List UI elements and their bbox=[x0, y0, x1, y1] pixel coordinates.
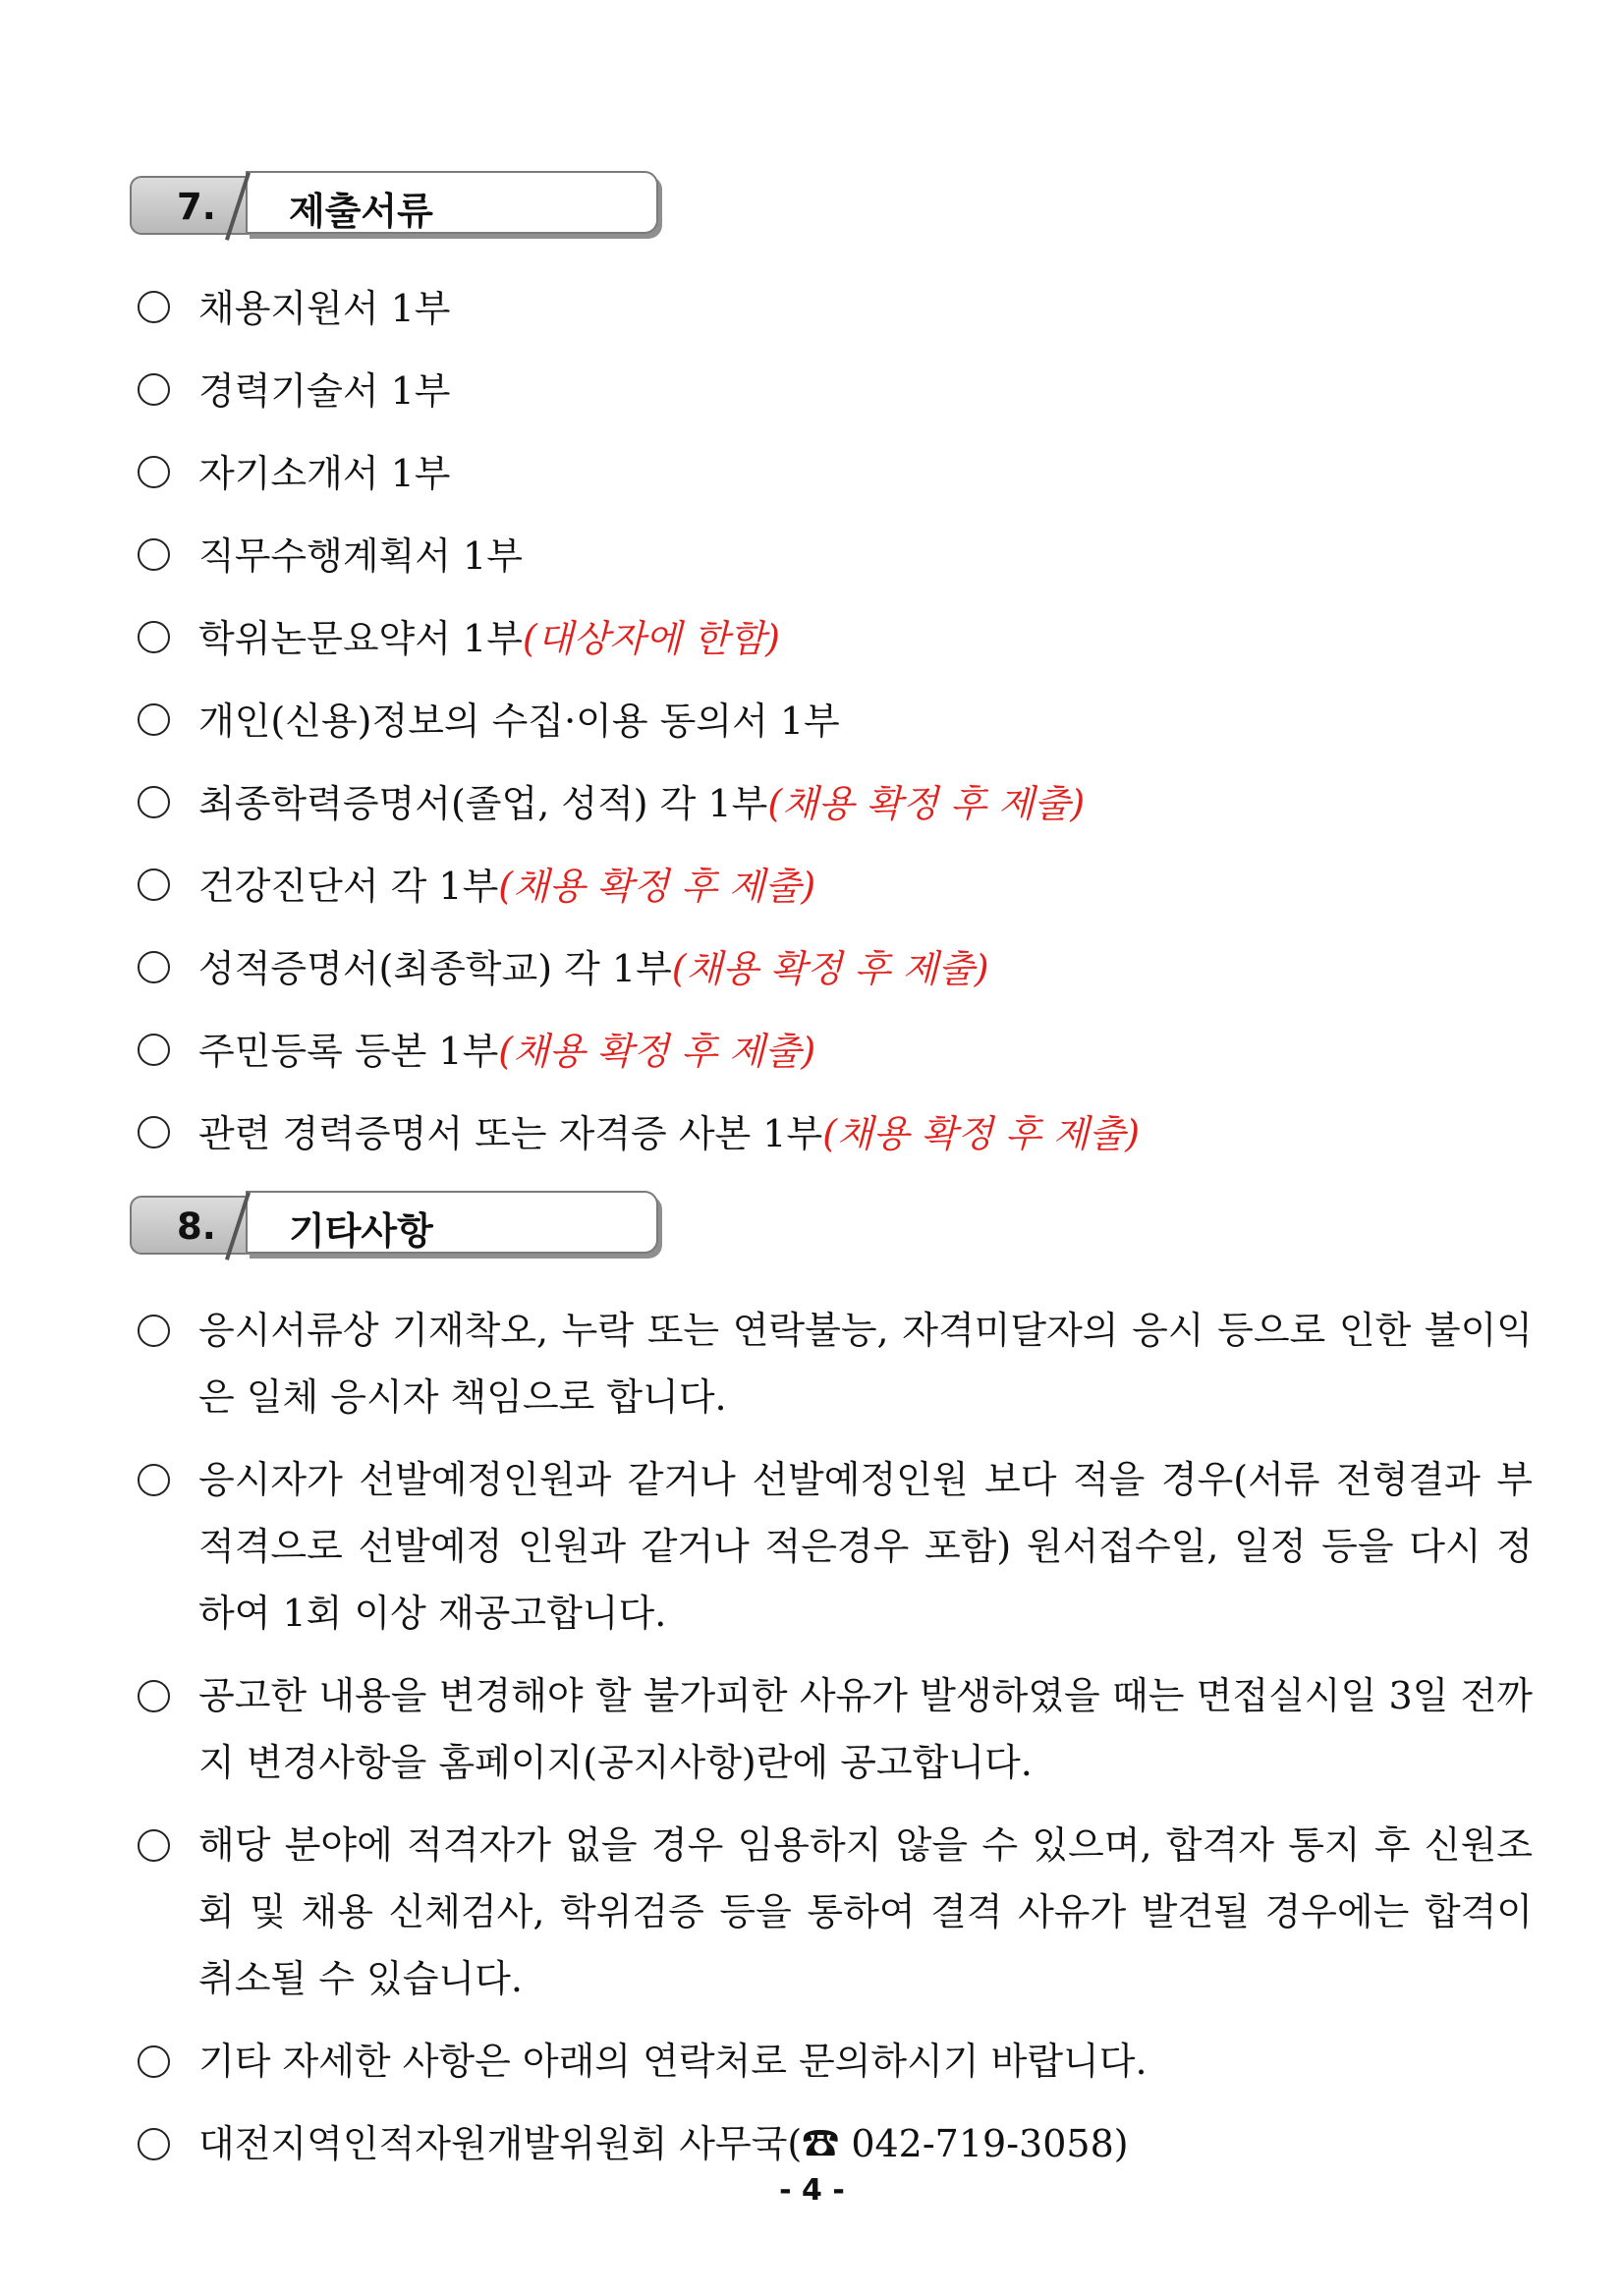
list-item: 성적증명서(최종학교) 각 1부(채용 확정 후 제출) bbox=[138, 949, 1533, 988]
section-7-header bbox=[130, 171, 660, 240]
circle-bullet-icon bbox=[138, 1829, 170, 1862]
list-item: 건강진단서 각 1부(채용 확정 후 제출) bbox=[138, 867, 1533, 906]
list-item: 경력기술서 1부 bbox=[138, 371, 1533, 411]
circle-bullet-icon bbox=[138, 951, 170, 983]
circle-bullet-icon bbox=[138, 373, 170, 406]
list-item: 해당 분야에 적격자가 없을 경우 임용하지 않을 수 있으며, 합격자 통지 후 신원조회 및 채용 신체검사, 학위검증 등을 통하여 결격 사유가 발견될 경우에는 합격이 취소될 수 있습니다. bbox=[138, 1812, 1533, 2012]
circle-bullet-icon bbox=[138, 1680, 170, 1712]
section-number: 8. bbox=[177, 1205, 216, 1248]
circle-bullet-icon bbox=[138, 2128, 170, 2160]
note-text: (채용 확정 후 제출) bbox=[671, 947, 989, 990]
section-title-box bbox=[246, 171, 658, 234]
circle-bullet-icon bbox=[138, 786, 170, 818]
list-item: 자기소개서 1부 bbox=[138, 454, 1533, 493]
list-item: 개인(신용)정보의 수집·이용 동의서 1부 bbox=[138, 701, 1533, 741]
note-text: (채용 확정 후 제출) bbox=[498, 1030, 816, 1073]
list-item: 공고한 내용을 변경해야 할 불가피한 사유가 발생하였을 때는 면접실시일 3일 전까지 변경사항을 홈페이지(공지사항)란에 공고합니다. bbox=[138, 1662, 1533, 1796]
circle-bullet-icon bbox=[138, 868, 170, 901]
list-item: 직무수행계획서 1부 bbox=[138, 536, 1533, 576]
list-item: 학위논문요약서 1부(대상자에 한함) bbox=[138, 619, 1533, 658]
circle-bullet-icon bbox=[138, 1116, 170, 1148]
section-title: 기타사항 bbox=[289, 1209, 433, 1253]
list-item: 대전지역인적자원개발위원회 사무국(☎ 042-719-3058) bbox=[138, 2110, 1533, 2177]
circle-bullet-icon bbox=[138, 291, 170, 323]
list-item: 관련 경력증명서 또는 자격증 사본 1부(채용 확정 후 제출) bbox=[138, 1114, 1533, 1153]
note-text: (대상자에 한함) bbox=[522, 617, 780, 660]
section-8-header bbox=[130, 1191, 660, 1260]
list-item: 응시서류상 기재착오, 누락 또는 연락불능, 자격미달자의 응시 등으로 인한 불이익은 일체 응시자 책임으로 합니다. bbox=[138, 1297, 1533, 1430]
list-item: 응시자가 선발예정인원과 같거나 선발예정인원 보다 적을 경우(서류 전형결과 부적격으로 선발예정 인원과 같거나 적은경우 포함) 원서접수일, 일정 등을 다시 정하여 1회 이상 재공고합니다. bbox=[138, 1446, 1533, 1647]
list-item: 주민등록 등본 1부(채용 확정 후 제출) bbox=[138, 1032, 1533, 1071]
section-number: 7. bbox=[177, 186, 216, 228]
circle-bullet-icon bbox=[138, 703, 170, 736]
list-item: 기타 자세한 사항은 아래의 연락처로 문의하시기 바랍니다. bbox=[138, 2028, 1533, 2095]
note-text: (채용 확정 후 제출) bbox=[498, 865, 816, 908]
circle-bullet-icon bbox=[138, 621, 170, 653]
list-item: 채용지원서 1부 bbox=[138, 289, 1533, 328]
list-item: 최종학력증명서(졸업, 성적) 각 1부(채용 확정 후 제출) bbox=[138, 784, 1533, 823]
page-number: - 4 - bbox=[779, 2173, 845, 2208]
circle-bullet-icon bbox=[138, 1464, 170, 1496]
circle-bullet-icon bbox=[138, 1315, 170, 1347]
section-title: 제출서류 bbox=[289, 190, 433, 233]
section-8-list bbox=[138, 1297, 1533, 2177]
section-7-list bbox=[138, 289, 1533, 1153]
section-title-box bbox=[246, 1191, 658, 1254]
note-text: (채용 확정 후 제출) bbox=[767, 782, 1086, 825]
note-text: (채용 확정 후 제출) bbox=[822, 1112, 1141, 1155]
circle-bullet-icon bbox=[138, 1034, 170, 1066]
circle-bullet-icon bbox=[138, 538, 170, 571]
circle-bullet-icon bbox=[138, 456, 170, 488]
circle-bullet-icon bbox=[138, 2045, 170, 2078]
